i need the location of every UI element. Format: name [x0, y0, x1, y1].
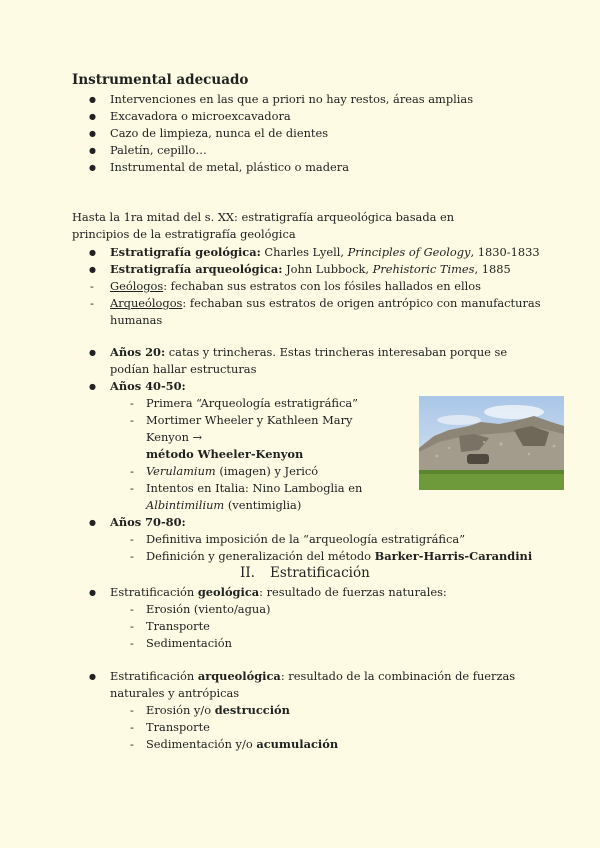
list-item-arqueologica	[73, 261, 543, 278]
sub-item	[73, 412, 396, 463]
text: Intentos en Italia: Nino Lamboglia en	[146, 481, 363, 495]
list-item: ● Paletín, cepillo…	[73, 142, 533, 159]
label: Años 40-50:	[110, 379, 186, 393]
site-name: Albintimilium	[146, 498, 225, 512]
sub-item: - Sedimentación	[73, 635, 543, 652]
list-item-anos-70	[73, 514, 543, 531]
keyword: geológica	[197, 585, 260, 599]
label: Años 20:	[110, 345, 166, 359]
list-item-anos-20	[73, 344, 543, 378]
label: Estratigrafía geológica:	[110, 245, 261, 259]
method-name: Barker-Harris-Carandini	[374, 549, 533, 563]
term: Geólogos	[110, 279, 164, 293]
estratigrafia-list	[73, 244, 543, 329]
text: Mortimer Wheeler y Kathleen Mary Kenyon →	[146, 413, 353, 444]
list-item-geologos	[73, 278, 543, 295]
term: Arqueólogos	[110, 296, 183, 310]
list-item	[73, 584, 543, 601]
text: Definición y generalización del método	[146, 549, 375, 563]
sub-item: - Definitiva imposición de la “arqueología estratigráfica”	[73, 531, 543, 548]
sub-item: - Transporte	[73, 618, 543, 635]
sub-item: - Erosión (viento/agua)	[73, 601, 543, 618]
prefix: Estratificación	[110, 669, 198, 683]
text: : fechaban sus estratos de origen antrópico con manufacturas humanas	[110, 296, 541, 327]
text: Erosión y/o	[146, 703, 215, 717]
prefix: Estratificación	[110, 585, 198, 599]
estratificacion-arqueologica-list	[73, 668, 543, 753]
section-title: Estratificación	[270, 565, 370, 581]
sub-item	[73, 702, 543, 719]
text: : fechaban sus estratos con los fósiles hallados en ellos	[163, 279, 481, 293]
label: Años 70-80:	[110, 515, 186, 529]
estratificacion-geologica-list	[73, 584, 543, 652]
book-title: Principles of Geology	[347, 245, 471, 259]
sub-item	[73, 548, 543, 565]
years: , 1830-1833	[470, 245, 540, 259]
text: Sedimentación y/o	[146, 737, 257, 751]
list-item-anos-40	[73, 378, 543, 395]
list-item	[73, 668, 543, 702]
sub-item	[73, 480, 416, 514]
list-item: ● Intervenciones en las que a priori no hay restos, áreas amplias	[73, 91, 533, 108]
suffix: : resultado de fuerzas naturales:	[259, 585, 447, 599]
text: (imagen) y Jericó	[215, 464, 319, 478]
book-title: Prehistoric Times	[372, 262, 475, 276]
list-item-geologica	[73, 244, 543, 261]
sub-item: - Primera “Arqueología estratigráfica”	[73, 395, 543, 412]
author: Charles Lyell,	[260, 245, 348, 259]
author: John Lubbock,	[282, 262, 373, 276]
text: catas y trincheras. Estas trincheras interesaban porque se podían hallar estructuras	[110, 345, 508, 376]
keyword: arqueológica	[197, 669, 281, 683]
list-item: ● Cazo de limpieza, nunca el de dientes	[73, 125, 533, 142]
intro-paragraph: Hasta la 1ra mitad del s. XX: estratigrafía arqueológica basada en principios de la estratigrafía geológica	[72, 210, 455, 241]
instrumental-list	[73, 91, 533, 176]
section-heading-estratificacion	[240, 565, 370, 582]
list-item: ● Instrumental de metal, plástico o madera	[73, 159, 533, 176]
text-tail: (ventimiglia)	[224, 498, 302, 512]
heading-instrumental: Instrumental adecuado	[72, 72, 249, 88]
keyword: destrucción	[214, 703, 290, 717]
suffix: : resultado de la combinación de fuerzas naturales y antrópicas	[110, 669, 516, 700]
list-item-arqueologos	[73, 295, 543, 329]
sub-item	[73, 736, 543, 753]
years: , 1885	[474, 262, 511, 276]
keyword: acumulación	[256, 737, 339, 751]
list-item: ● Excavadora o microexcavadora	[73, 108, 533, 125]
verulamium-ruins-photo	[419, 396, 564, 490]
site-name: Verulamium	[146, 464, 216, 478]
section-number: II.	[240, 565, 255, 581]
sub-item: - Transporte	[73, 719, 543, 736]
method-name: método Wheeler-Kenyon	[146, 447, 304, 461]
label: Estratigrafía arqueológica:	[110, 262, 283, 276]
